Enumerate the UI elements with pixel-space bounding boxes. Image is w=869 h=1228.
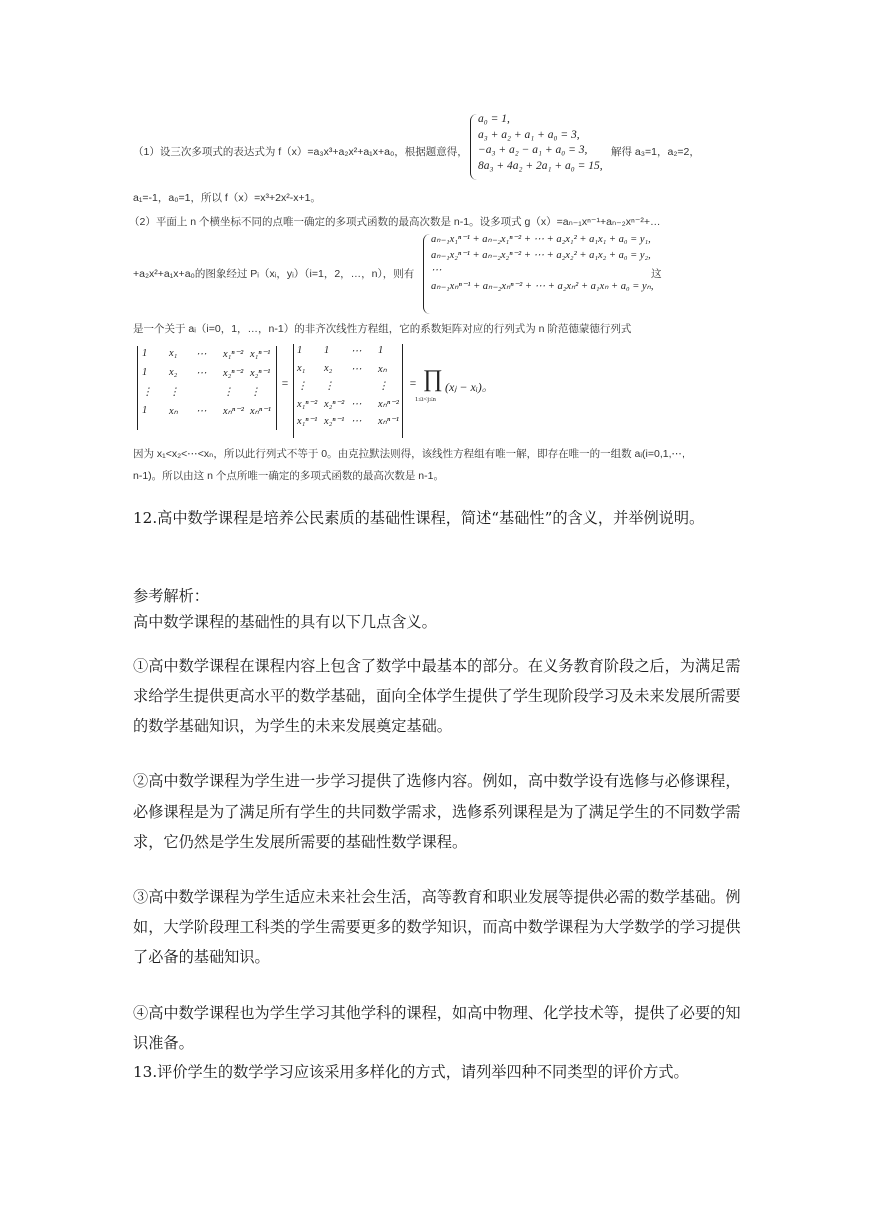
equals-sign-2: =	[409, 378, 417, 390]
scan-line-4-suffix: 这	[651, 268, 662, 280]
scan-line-1-suffix: 解得 a₃=1，a₂=2，	[611, 146, 700, 158]
scan-line-2: a₁=-1，a₀=1，所以 f（x）=x³+2x²-x+1。	[133, 192, 321, 204]
determinant-entry: 1	[297, 345, 303, 356]
determinant-entry: xₙⁿ⁻¹	[378, 416, 399, 427]
determinant-entry: ⋮	[250, 387, 261, 398]
determinant-entry: x₂	[169, 367, 178, 378]
determinant-entry: ⋯	[351, 416, 362, 427]
equation-system-2: aₙ₋₁x₁ⁿ⁻¹ + aₙ₋₂x₁ⁿ⁻² + ⋯ + a₂x₁² + a₁x₁ + a₀ = y₁, aₙ₋₁x₂ⁿ⁻¹ + aₙ₋₂x₂ⁿ⁻² + ⋯ + a₂x₂² + a₁x₂ + a₀ = y₂, ⋯ aₙ₋₁xₙⁿ⁻¹ + aₙ₋₂xₙⁿ⁻² + ⋯ + a₂xₙ² + a₁xₙ + a₀ = yₙ,	[431, 234, 654, 292]
determinant-entry: ⋮	[324, 381, 335, 392]
determinant-entry: 1	[142, 367, 148, 378]
scan-line-4: +a₂x²+a₁x+a₀的图象经过 Pᵢ（xᵢ，yᵢ）（i=1，2，…，n），则有	[133, 268, 415, 280]
determinant-entry: x₂	[324, 362, 333, 374]
determinant-entry: ⋯	[351, 363, 362, 375]
determinant-entry: ⋮	[142, 387, 153, 398]
determinant-entry: ⋯	[196, 349, 207, 360]
determinant-entry: ⋯	[351, 398, 362, 410]
determinant-entry: 1	[324, 345, 330, 356]
scan-line-1: （1）设三次多项式的表达式为 f（x）=a₃x³+a₂x²+a₁x+a₀，根据题意得，	[133, 146, 468, 158]
determinant-entry: x₁ⁿ⁻²	[223, 349, 244, 360]
product-term: (xⱼ − xᵢ)。	[445, 380, 494, 394]
determinant-entry: x₂ⁿ⁻²	[223, 368, 244, 379]
determinant-entry: xₙ	[378, 363, 387, 375]
scan-line-5: 是一个关于 aᵢ（i=0，1，…，n-1）的非齐次线性方程组，它的系数矩阵对应的行列式为 n 阶范德蒙德行列式	[133, 323, 632, 335]
determinant-entry: x₁ⁿ⁻¹	[250, 349, 271, 360]
determinant-entry: x₂ⁿ⁻¹	[324, 416, 345, 427]
determinant-entry: x₁	[169, 348, 178, 359]
equation-system-1: a₀ = 1, a₃ + a₂ + a₁ + a₀ = 3, −a₃ + a₂ − a₁ + a₀ = 3, 8a₃ + 4a₂ + 2a₁ + a₀ = 15,	[478, 113, 603, 172]
scan-line-3: （2）平面上 n 个横坐标不同的点唯一确定的多项式函数的最高次数是 n-1。设多项式 g（x）=aₙ₋₁xⁿ⁻¹+aₙ₋₂xⁿ⁻²+…	[129, 216, 661, 228]
product-subscript: 1≤i<j≤n	[415, 396, 436, 403]
determinant-entry: ⋯	[196, 406, 207, 417]
determinant-entry: ⋮	[223, 387, 234, 398]
determinant-entry: xₙⁿ⁻¹	[250, 406, 271, 417]
determinant-entry: x₁ⁿ⁻²	[297, 398, 318, 410]
determinant-entry: x₁	[297, 362, 306, 374]
determinant-entry: ⋮	[297, 381, 308, 392]
determinant-entry: xₙⁿ⁻²	[223, 406, 244, 417]
solution-scan-image	[129, 108, 733, 488]
determinant-entry: ⋯	[351, 346, 362, 357]
determinant-entry: x₁ⁿ⁻¹	[297, 416, 318, 427]
scan-line-7: n-1)。所以由这 n 个点所唯一确定的多项式函数的最高次数是 n-1。	[133, 470, 444, 482]
determinant-entry: x₂ⁿ⁻¹	[250, 368, 271, 379]
answer-intro: 高中数学课程的基础性的具有以下几点含义。	[133, 613, 437, 631]
determinant-entry: ⋮	[169, 387, 180, 398]
determinant-entry: 1	[142, 405, 148, 416]
system-brace	[470, 114, 477, 180]
determinant-entry: ⋮	[378, 381, 389, 392]
determinant-entry: ⋯	[196, 368, 207, 379]
determinant-entry: xₙⁿ⁻²	[378, 398, 399, 410]
scan-line-6: 因为 x₁<x₂<⋯<xₙ，所以此行列式不等于 0。由克拉默法则得，该线性方程组有唯一解，即存在唯一的一组数 aᵢ(i=0,1,⋯,	[133, 448, 685, 460]
determinant-entry: xₙ	[169, 406, 178, 417]
reference-label: 参考解析：	[133, 587, 209, 605]
determinant-entry: 1	[378, 345, 384, 356]
determinant-entry: x₂ⁿ⁻²	[324, 398, 345, 410]
equals-sign: =	[281, 378, 289, 390]
vandermonde-determinant-right	[293, 344, 403, 438]
system-brace-2	[423, 234, 430, 314]
vandermonde-determinant-left	[137, 346, 277, 430]
question-13: 13.评价学生的数学学习应该采用多样化的方式，请列举四种不同类型的评价方式。	[133, 1063, 689, 1081]
question-12: 12.高中数学课程是培养公民素质的基础性课程，简述“基础性”的含义，并举例说明。	[133, 509, 705, 527]
determinant-entry: 1	[142, 348, 148, 359]
product-symbol: ∏	[423, 366, 443, 392]
